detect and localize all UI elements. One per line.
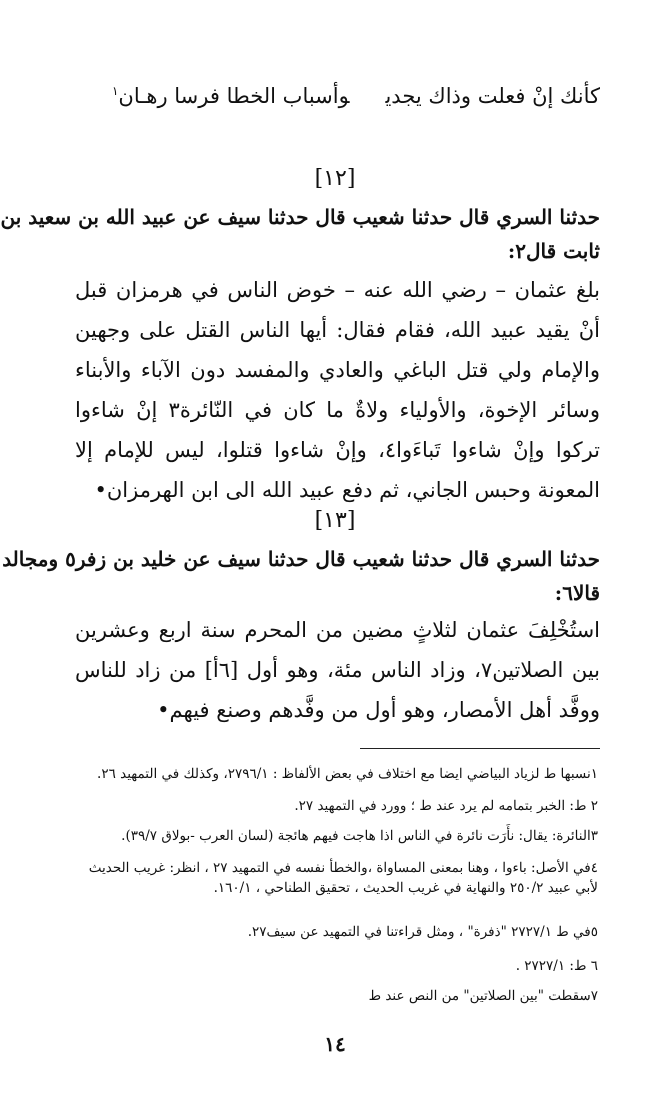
isnad-13-line-1: حدثنا السري قال حدثنا شعيب قال حدثنا سيف عن خليد بن زفر٥ ومجالد	[2, 547, 600, 571]
report-number-12: [١٢]	[314, 166, 356, 191]
poetry-verse	[75, 84, 600, 108]
isnad-13-line-2: قالا٦:	[554, 581, 600, 605]
footnote-ref: ١	[111, 84, 119, 98]
footnote-4: ٤في الأصل: باءوا ، وهنا بمعنى المساواة ،والخطأ نفسه في التمهيد ٢٧ ، انظر: غريب الحديث لأبي عبيد ٢٥٠/٢ والنهاية في غريب الحديث ، تحقيق الطناحي ، ١٦٠/١.	[88, 860, 598, 896]
isnad-12	[0, 200, 600, 268]
report-13-text: استُخْلِفَ عثمان لثلاثٍ مضين من المحرم سنة اربع وعشرين بين الصلاتين٧، وزاد الناس مئة، وهو أول [٦أ] من زاد للناس ووفَّد أهل الأمصار، وهو أول من وفَّدهم وصنع فيهم•	[75, 618, 600, 722]
isnad-12-line-2: ثابت قال٢:	[507, 239, 600, 263]
report-number-13: [١٣]	[314, 508, 356, 533]
footnote-6: ٦ ط: ٢٧٢٧/١ .	[515, 958, 598, 974]
footnote-3: ٣النائرة: يقال: نأَرَت نائرة في الناس اذا هاجت فيهم هائجة (لسان العرب -بولاق ٣٩/٧).	[121, 828, 598, 844]
footnote-5: ٥في ط ٢٧٢٧/١ "ذفرة" ، ومثل قراءتنا في التمهيد عن سيف٢٧.	[247, 924, 598, 940]
verse-hemistich-2: وأسباب الخطا فرسا رهـان	[118, 84, 350, 108]
footnote-2: ٢ ط: الخبر بتمامه لم يرد عند ط ؛ وورد في التمهيد ٢٧.	[294, 798, 598, 814]
footnote-divider	[360, 748, 600, 749]
isnad-13	[2, 542, 600, 610]
report-12-text: بلغ عثمان – رضي الله عنه – خوض الناس في هرمزان قبل أنْ يقيد عبيد الله، فقام فقال: أيها الناس القتل على وجهين والإمام ولي قتل الباغي والعادي والمفسد دون الآباء والأبناء وسائر الإخوة، والأولياء ولاةٌ ما كان في النّائرة٣ إنْ شاءوا تركوا وإنْ شاءوا تَباءَوا٤، وإنْ شاءوا قتلوا، ليس للإمام إلا المعونة وحبس الجاني، ثم دفع عبيد الله الى ابن الهرمزان•	[75, 278, 600, 502]
page-number: ١٤	[324, 1032, 346, 1056]
footnote-7: ٧سقطت "بين الصلاتين" من النص عند ط	[368, 988, 598, 1004]
isnad-12-line-1: حدثنا السري قال حدثنا شعيب قال حدثنا سيف عن عبيد الله بن سعيد بن	[0, 205, 600, 229]
verse-hemistich-1: كأنك إنْ فعلت وذاك يجدي	[385, 84, 600, 108]
footnote-1: ١نسبها ط لزياد البياضي ايضا مع اختلاف في بعض الألفاظ : ٢٧٩٦/١، وكذلك في التمهيد ٢٦.	[97, 766, 598, 782]
